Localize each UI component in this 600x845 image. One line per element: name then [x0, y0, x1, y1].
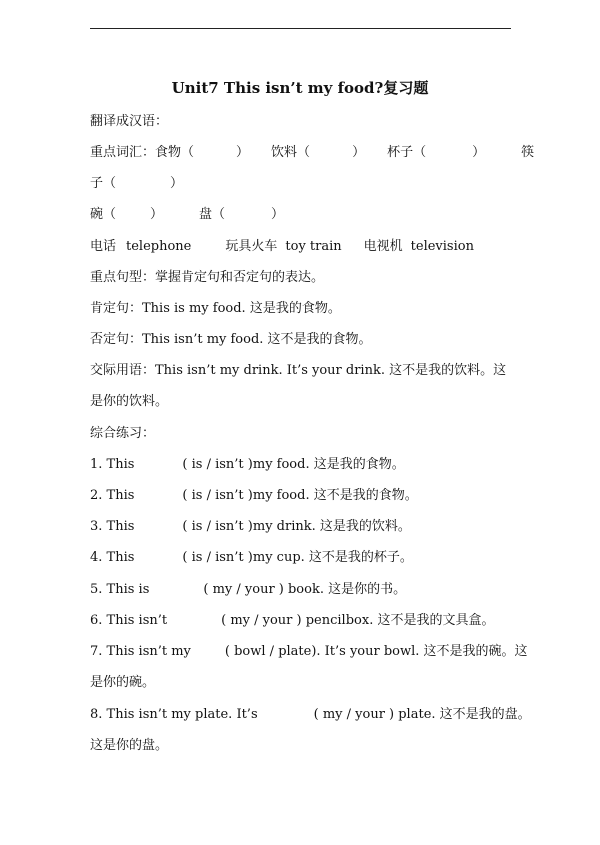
question-3: 3. This ( is / isn’t )my drink. 这是我的饮料。 — [90, 519, 411, 534]
vocab-label: 重点词汇： — [90, 145, 156, 160]
vocab-cup: 杯子（ — [387, 145, 427, 160]
dialogue-line-1: 交际用语：This isn’t my drink. It’s your drink. 这不是我的饮料。这 — [90, 363, 507, 378]
vocab-drink: 饮料（ — [271, 145, 311, 160]
translate-heading: 翻译成汉语： — [90, 114, 169, 129]
vocab-chopsticks-b: 子（ — [90, 176, 117, 191]
dialogue-line-2: 是你的饮料。 — [90, 394, 169, 409]
question-4: 4. This ( is / isn’t )my cup. 这不是我的杯子。 — [90, 550, 413, 565]
practice-heading: 综合练习： — [90, 426, 156, 441]
question-6: 6. This isn’t ( my / your ) pencilbox. 这不是我的文具盒。 — [90, 613, 495, 628]
page-title: Unit7 This isn’t my food?复习题 — [171, 79, 429, 97]
vocab-food: 食物（ — [155, 145, 195, 160]
vocab-line-1: 重点词汇：食物（ ） 饮料（ ） 杯子（ ） 筷 — [90, 145, 535, 160]
vocab-chopsticks-a: 筷 — [521, 145, 535, 160]
vocab-line-3: 碗（ ） 盘（ ） — [90, 207, 285, 222]
question-1: 1. This ( is / isn’t )my food. 这是我的食物。 — [90, 457, 405, 472]
question-7-cont: 是你的碗。 — [90, 675, 156, 690]
question-2: 2. This ( is / isn’t )my food. 这不是我的食物。 — [90, 488, 418, 503]
vocab-line-2: 子（ ） — [90, 176, 184, 191]
words-line: 电话 telephone 玩具火车 toy train 电视机 television — [90, 239, 474, 254]
positive-sentence: 肯定句：This is my food. 这是我的食物。 — [90, 301, 341, 316]
vocab-bowl: 碗（ — [90, 207, 117, 222]
question-7: 7. This isn’t my ( bowl / plate). It’s your bowl. 这不是我的碗。这 — [90, 644, 528, 659]
question-8-cont: 这是你的盘。 — [90, 738, 169, 753]
header-rule — [90, 28, 511, 29]
question-5: 5. This is ( my / your ) book. 这是你的书。 — [90, 582, 407, 597]
negative-sentence: 否定句：This isn’t my food. 这不是我的食物。 — [90, 332, 372, 347]
vocab-plate: 盘（ — [199, 207, 226, 222]
question-8: 8. This isn’t my plate. It’s ( my / your ) plate. 这不是我的盘。 — [90, 707, 531, 722]
key-sentences: 重点句型：掌握肯定句和否定句的表达。 — [90, 270, 325, 285]
